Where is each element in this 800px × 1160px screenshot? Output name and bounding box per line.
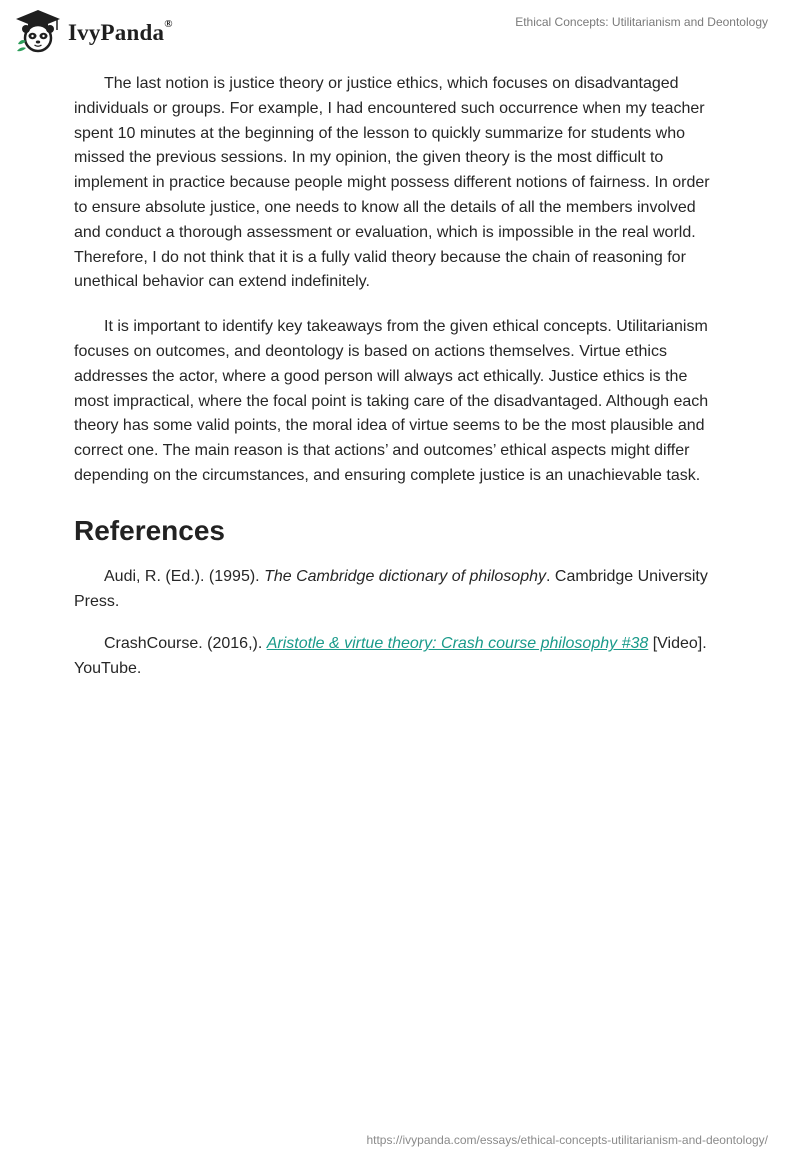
- body-paragraph-2: It is important to identify key takeaways from the given ethical concepts. Utilitarianism focuses on outcomes, and deontology is based on actions themselves. Virtue ethics addresses the actor, where a good person will always act ethically. Justice ethics is the most impractical, where the focal point is taking care of the disadvantaged. Although each theory has some valid points, the moral idea of virtue seems to be the most plausible and correct one. The main reason is that actions’ and outcomes’ ethical aspects might differ depending on the circumstances, and ensuring complete justice is an unachievable task.: [74, 318, 709, 484]
- body-paragraph-1: The last notion is justice theory or justice ethics, which focuses on disadvantaged individuals or groups. For example, I had encountered such occurrence when my teacher spent 10 minutes at the beginning of the lesson to quickly summarize for students who missed the previous sessions. In my opinion, the given theory is the most difficult to implement in practice because people might possess different notions of fairness. In order to ensure absolute justice, one needs to know all the details of all the members involved and conduct a thorough assessment or evaluation, which is impossible in the real world. Therefore, I do not think that it is a fully valid theory because the chain of reasoning for unethical behavior can extend indefinitely.: [74, 75, 710, 291]
- brand-name: IvyPanda®: [68, 18, 173, 45]
- source-url: https://ivypanda.com/essays/ethical-concepts-utilitarianism-and-deontology/: [366, 1133, 768, 1147]
- reference-title: The Cambridge dictionary of philosophy: [264, 567, 546, 585]
- page-header: [0, 0, 800, 62]
- reference-video-link[interactable]: Aristotle & virtue theory: Crash course philosophy #38: [266, 635, 649, 653]
- document-title: Ethical Concepts: Utilitarianism and Deontology: [515, 15, 768, 29]
- reference-item: Audi, R. (Ed.). (1995). The Cambridge dictionary of philosophy. Cambridge University Press.: [74, 567, 708, 610]
- reference-item: CrashCourse. (2016,). Aristotle & virtue theory: Crash course philosophy #38 [Video]. YouTube.: [74, 635, 707, 678]
- registered-mark: ®: [164, 18, 173, 31]
- panda-graduate-icon: [14, 8, 62, 54]
- references-heading: References: [74, 514, 225, 546]
- essay-content: [74, 72, 724, 682]
- ivypanda-logo[interactable]: [14, 8, 173, 54]
